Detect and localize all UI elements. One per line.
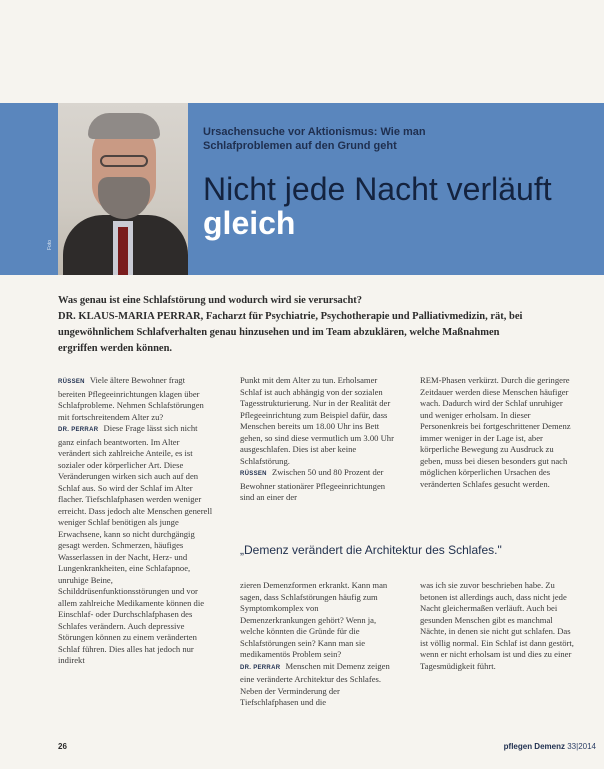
magazine-footer (504, 742, 596, 751)
headline-bold: gleich (203, 205, 296, 241)
paragraph-text: zieren Demenzformen erkrankt. Kann man sagen, dass Schlafstörungen häufig zum Symptomkomplex von Demenzerkrankungen gehört? Wenn ja, welche könnten die Gründe für die Schlafstörungen sein? Kann man sie medikamentös Problem sein? (240, 580, 388, 659)
magazine-name: pflegen Demenz (503, 742, 565, 751)
article-lead (58, 293, 538, 357)
article-column-2 (240, 375, 395, 520)
article-column-3 (420, 375, 575, 520)
photo-hair (88, 113, 160, 139)
pull-quote: „Demenz verändert die Architektur des Schlafes." (240, 543, 502, 557)
paragraph (58, 423, 213, 667)
speaker-tag: RÜSSEN (58, 379, 85, 385)
speaker-tag: DR. PERRAR (240, 664, 281, 671)
article-headline (203, 172, 604, 240)
paragraph-text: was ich sie zuvor beschrieben habe. Zu betonen ist allerdings auch, dass nicht jede Nacht gleichermaßen verläuft. Auch bei gesunden Menschen gibt es manchmal Nächte, in denen sie nicht gut schlafen. Das ist völlig normal. Ein Schlaf ist dann gestört, wenn er nicht erholsam ist und dies zu einer Tagesmüdigkeit führt. (420, 580, 574, 671)
lead-text: DR. KLAUS-MARIA PERRAR, Facharzt für Psychiatrie, Psychotherapie und Palliativmedizin, rät, bei ungewöhnlichem Schlafverhalten genau hinzusehen und im Team abzuklären, welche Maßnahmen ergriffen werden können. (58, 311, 523, 354)
headline-regular: Nicht jede Nacht verläuft (203, 171, 552, 207)
page-number: 26 (58, 742, 67, 751)
paragraph-text: Diese Frage lässt sich nicht ganz einfach beantworten. Im Alter verändert sich zahlreiche Anteile, es ist sozialer oder körperlicher Art. Diese Veränderungen wirken sich auch auf den Schlaf aus. So wird der Schlaf im Alter flacher. Tiefschlafphasen werden weniger erreicht. Dass jedoch alte Menschen generell weniger Schlaf benötigen als junge Erwachsene, kann so nicht durchgängig gesagt werden. Schmerzen, häufiges Wasserlassen in der Nacht, Herz- und Lungenkrankheiten, eine Schlafapnoe, unruhige Beine, Schilddrüsenfunktionsstörungen und vor allem zahlreiche Medikamente können die Einschlaf- oder Durchschlafphasen des Schlafes verändern. Auch depressive Störungen können zu einem veränderten Schlaf führen. Dies alles hat jedoch nur indirekt (58, 423, 213, 665)
lead-question: Was genau ist eine Schlafstörung und wodurch wird sie verursacht? (58, 295, 363, 306)
paragraph (240, 661, 395, 709)
paragraph (58, 375, 213, 423)
author-photo (58, 103, 188, 275)
paragraph-text: Menschen mit Demenz zeigen eine veränderte Architektur des Schlafes. Neben der Verminderung der Tiefschlafphasen und die (240, 660, 390, 707)
photo-tie (118, 227, 128, 275)
article-column-3-lower (420, 580, 575, 715)
paragraph-text: Zwischen 50 und 80 Prozent der Bewohner stationärer Pflegeeinrichtungen sind an einer der (240, 467, 386, 502)
paragraph (240, 467, 395, 504)
speaker-tag: RÜSSEN (240, 471, 267, 477)
photo-beard (98, 177, 150, 219)
photo-credit: Foto (47, 239, 53, 250)
article-column-2-lower (240, 580, 395, 715)
speaker-tag: DR. PERRAR (58, 427, 99, 433)
paragraph-text: REM-Phasen verkürzt. Durch die geringere Zeitdauer werden diese Menschen häufiger wach. Dadurch wird der Schlaf unruhiger und weniger erholsam. In dieser Personenkreis bei fortgeschrittener Demenz immer weniger in der Lage ist, aber körperliche Bewegung zu Ausdruck zu geben, muss bei diesen besonders gut nach möglichen körperlichen Ursachen des veränderten Schlafes gesucht werden. (420, 375, 571, 489)
paragraph-text: Viele ältere Bewohner fragt bereiten Pflegeeinrichtungen klagen über Schlafprobleme. Nehmen Schlafstörungen mit fortschreitendem Alter zu? (58, 375, 204, 422)
photo-glasses (100, 155, 148, 167)
paragraph-text: Punkt mit dem Alter zu tun. Erholsamer Schlaf ist auch abhängig von der sozialen Tagesstrukturierung. Nur in der Realität der Pflegeeinrichtung zum Beispiel dafür, dass Menschen bereits um 18.00 Uhr ins Bett gehen, so sind diese vermutlich um 3.00 Uhr ausgeschlafen. Dies ist aber keine Schlafstörung. (240, 375, 394, 466)
magazine-issue: 33|2014 (567, 742, 596, 751)
article-kicker: Ursachensuche vor Aktionismus: Wie man Schlafproblemen auf den Grund geht (203, 126, 426, 152)
article-column-1 (58, 375, 213, 710)
